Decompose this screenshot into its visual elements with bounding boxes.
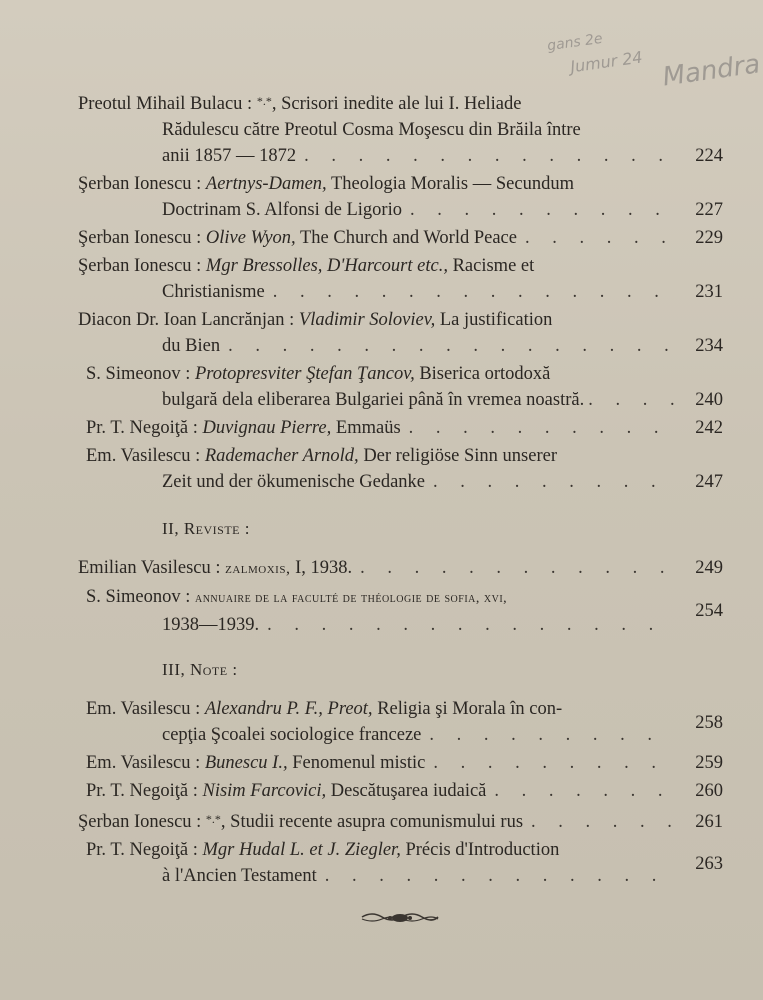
entry-title: Emmaüs bbox=[335, 418, 401, 438]
entry-author: Pr. T. Negoiţă : bbox=[86, 418, 198, 438]
entry-author: Em. Vasilescu : bbox=[86, 753, 201, 773]
page-number: 227 bbox=[695, 200, 723, 220]
leader-dots bbox=[410, 197, 673, 223]
entry-title: Scrisori inedite ale lui I. Heliade bbox=[281, 94, 522, 114]
leader-dots bbox=[360, 555, 673, 581]
toc-entry bbox=[78, 837, 723, 889]
page-number: 229 bbox=[695, 228, 723, 248]
leader-dots bbox=[433, 750, 673, 776]
entry-title: Fenomenul mistic bbox=[292, 753, 426, 773]
toc-entry bbox=[78, 778, 723, 804]
leader-dots bbox=[304, 143, 673, 169]
toc-entry bbox=[78, 171, 723, 223]
table-of-contents bbox=[78, 88, 723, 891]
entry-title-cont: Rădulescu către Preotul Cosma Moşescu din Brăila între bbox=[162, 120, 581, 140]
toc-entry: Şerban Ionescu : *.*, Studii recente asupra comunismului rus . . . 261 bbox=[78, 806, 723, 835]
toc-entry: Preotul Mihail Bulacu : *.*, Scrisori inedite ale lui I. Heliade Rădulescu către Preotul Cosma Moşescu din Brăila între anii 1857 — 1872 . . . 224 bbox=[78, 88, 723, 169]
leader-dots bbox=[433, 469, 673, 495]
toc-entry bbox=[78, 555, 723, 582]
entry-journal: annuaire de la faculté de théologie de sofia, xvi, bbox=[194, 591, 508, 606]
entry-author: Diacon Dr. Ioan Lancrănjan : bbox=[78, 310, 295, 330]
entry-author: Em. Vasilescu : bbox=[86, 699, 201, 719]
page-number: 263 bbox=[695, 854, 723, 874]
page-number: 261 bbox=[695, 812, 723, 832]
entry-author: Pr. T. Negoiţă : bbox=[86, 840, 198, 860]
handwriting-line-3: Mandra bbox=[660, 49, 762, 93]
page-number: 259 bbox=[695, 753, 723, 773]
entry-author: Şerban Ionescu : bbox=[78, 812, 202, 832]
entry-author: Şerban Ionescu : bbox=[78, 256, 202, 276]
entry-title: Theologia Moralis — Secundum bbox=[330, 174, 574, 194]
entry-author: Emilian Vasilescu : bbox=[78, 558, 221, 578]
entry-author: Şerban Ionescu : bbox=[78, 228, 202, 248]
entry-title: Descătuşarea iudaică bbox=[330, 781, 487, 801]
entry-work-author: Nisim Farcovici, bbox=[202, 781, 327, 801]
entry-title: Biserica ortodoxă bbox=[419, 364, 551, 384]
leader-dots bbox=[273, 279, 673, 305]
entry-work-author: Aertnys-Damen, bbox=[205, 174, 327, 194]
leader-dots bbox=[429, 722, 673, 748]
entry-work-author: Alexandru P. F., Preot, bbox=[204, 699, 373, 719]
entry-title: La justification bbox=[439, 310, 553, 330]
entry-author: S. Simeonov : bbox=[86, 364, 191, 384]
entry-title: Précis d'Introduction bbox=[405, 840, 560, 860]
page-number: 224 bbox=[695, 146, 723, 166]
toc-entry bbox=[78, 361, 723, 413]
entry-work-author: Olive Wyon, bbox=[205, 228, 296, 248]
entry-work-author: Bunescu I., bbox=[204, 753, 288, 773]
entry-work-author: Protopresviter Ştefan Ţancov, bbox=[194, 364, 415, 384]
entry-work-author: Rademacher Arnold, bbox=[204, 446, 359, 466]
toc-entry bbox=[78, 750, 723, 776]
page-number: 258 bbox=[695, 713, 723, 733]
entry-title-cont: Christianisme bbox=[162, 282, 265, 302]
entry-title-cont: anii 1857 — 1872 bbox=[162, 146, 297, 166]
entry-title-cont: 1938—1939. bbox=[162, 615, 260, 635]
entry-title: Racisme et bbox=[452, 256, 535, 276]
leader-dots bbox=[325, 863, 673, 889]
entry-author: Em. Vasilescu : bbox=[86, 446, 201, 466]
entry-stars: *.* bbox=[205, 812, 221, 826]
handwriting-line-2: Jumur 24 bbox=[569, 47, 644, 77]
entry-title: Der religiöse Sinn unserer bbox=[363, 446, 557, 466]
page-number: 240 bbox=[695, 390, 723, 410]
page-number: 254 bbox=[695, 601, 723, 621]
page-number: 247 bbox=[695, 472, 723, 492]
leader-dots bbox=[409, 415, 673, 441]
page-number: 242 bbox=[695, 418, 723, 438]
entry-work-author: Duvignau Pierre, bbox=[202, 418, 332, 438]
handwriting-line-1: gans 2e bbox=[546, 30, 604, 55]
entry-author: Şerban Ionescu : bbox=[78, 174, 202, 194]
entry-title: Religia şi Morala în con- bbox=[377, 699, 563, 719]
ornament-divider-icon bbox=[360, 908, 440, 926]
leader-dots bbox=[494, 778, 673, 804]
toc-entry bbox=[78, 443, 723, 495]
page-number: 249 bbox=[695, 558, 723, 578]
entry-author: Pr. T. Negoiţă : bbox=[86, 781, 198, 801]
entry-work-author: Vladimir Soloviev, bbox=[298, 310, 436, 330]
entry-title-cont: bulgară dela eliberarea Bulgariei până în vremea noastră. bbox=[162, 390, 585, 410]
section-heading-reviste: II, Reviste : bbox=[162, 519, 250, 538]
entry-title: I, 1938. bbox=[295, 558, 353, 578]
entry-stars: *.* bbox=[256, 94, 272, 108]
toc-entry bbox=[78, 307, 723, 359]
entry-title-cont: Zeit und der ökumenische Gedanke bbox=[162, 472, 426, 492]
entry-title-cont: Doctrinam S. Alfonsi de Ligorio bbox=[162, 200, 402, 220]
toc-entry bbox=[78, 225, 723, 251]
entry-author: S. Simeonov : bbox=[86, 587, 191, 607]
page-number: 260 bbox=[695, 781, 723, 801]
leader-dots bbox=[531, 809, 673, 835]
entry-title: Studii recente asupra comunismului rus bbox=[230, 812, 524, 832]
leader-dots bbox=[588, 387, 677, 413]
entry-work-author: Mgr Bressolles, D'Harcourt etc., bbox=[205, 256, 448, 276]
entry-work-author: Mgr Hudal L. et J. Ziegler, bbox=[202, 840, 401, 860]
entry-author: Preotul Mihail Bulacu : bbox=[78, 94, 253, 114]
leader-dots bbox=[228, 333, 673, 359]
toc-entry bbox=[78, 415, 723, 441]
toc-entry bbox=[78, 584, 723, 638]
leader-dots bbox=[525, 225, 673, 251]
leader-dots bbox=[267, 612, 673, 638]
entry-journal: zalmoxis, bbox=[225, 560, 291, 577]
entry-title-cont: cepţia Şcoalei sociologice franceze bbox=[162, 725, 422, 745]
entry-title: The Church and World Peace bbox=[299, 228, 517, 248]
section-heading-note: III, Note : bbox=[162, 660, 238, 679]
toc-entry bbox=[78, 696, 723, 748]
toc-entry bbox=[78, 253, 723, 305]
entry-title-cont: à l'Ancien Testament bbox=[162, 866, 317, 886]
entry-title-cont: du Bien bbox=[162, 336, 221, 356]
page-number: 231 bbox=[695, 282, 723, 302]
page-number: 234 bbox=[695, 336, 723, 356]
